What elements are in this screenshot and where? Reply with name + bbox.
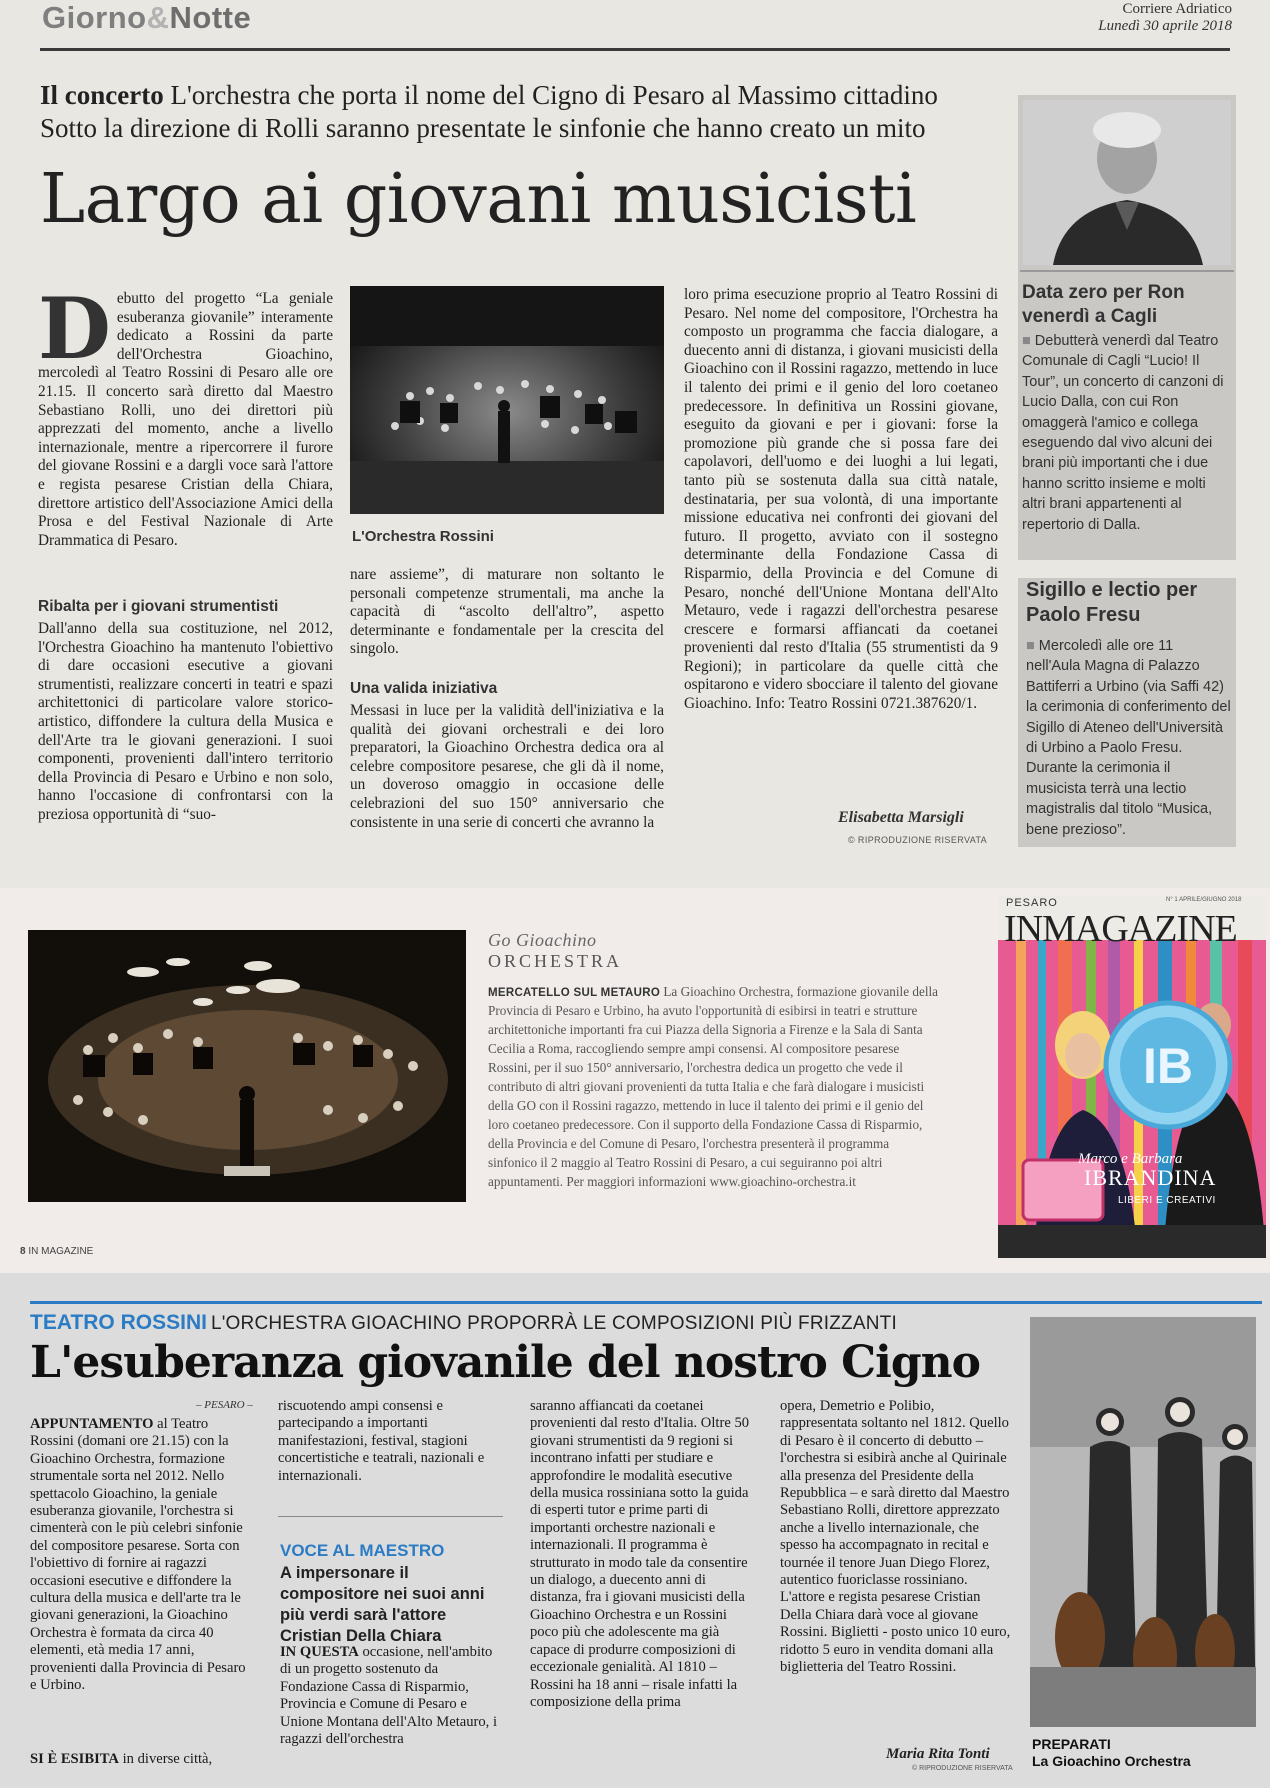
cover-issue: N° 1 APRILE/GIUGNO 2018 [1166, 897, 1242, 903]
orchestra-photo-image [350, 286, 664, 514]
magazine-city: MERCATELLO SUL METAURO [488, 987, 661, 999]
voce-label: VOCE AL MAESTRO [280, 1541, 445, 1560]
col1-text: ebutto del progetto “La geniale esuberanza giovanile” interamente dedicato a Rossini da parte dell'Orchestra Gioachino, mercoledì al Teatro Rossini di Pesaro alle ore 21.15. Il concerto sarà diretto dal Maestro Sebastiano Rolli, uno dei direttori più apprezzati del momento, anche a livello internazionale, mentre a ripercorrere il furore del giovane Rossini e a dargli voce sarà l'attore e regista pesarese Cristian della Chiara, direttore artistico dell'Associazione Amici della Prosa e del Festival Nazionale di Arte Drammatica di Pesaro. [38, 290, 333, 549]
clip-resto-del-carlino [0, 1273, 1270, 1788]
preparati-caption [1032, 1736, 1191, 1770]
go-brand-line1: Go Gioachino [488, 930, 597, 950]
masthead-rule [40, 48, 1230, 51]
col3-2-p2-text: occasione, nell'ambito di un progetto sostenuto da Fondazione Cassa di Risparmio, Provincia e Comune di Pesaro e Unione Montana dell'Alto Metauro, i ragazzi dell'orchestra [280, 1644, 498, 1748]
col3-4: opera, Demetrio e Polibio, rappresentata soltanto nel 1812. Quello di Pesaro è il concerto di debutto – l'orchestra si esibirà anche al Quirinale alla presenza del Presidente della Repubblica – e sarà diretto dal Maestro Sebastiano Rolli, direttore apprezzato anche a livello internazionale, che spesso ha accompagnato in recital e tournée il tenore Juan Diego Florez, autentico fuoriclasse rossiniano. L'attore e regista pesarese Cristian Della Chiara darà voce al giovane Rossini. Biglietti - posto unico 10 euro, ridotto 5 euro in vendita domani alla biglietteria del Teatro Rossini. [780, 1398, 1011, 1676]
col3-2-p2 [280, 1644, 505, 1769]
article-col3: loro prima esecuzione proprio al Teatro Rossini di Pesaro. Nel nome del compositore, l'Orchestra ha composto un programma che faccia dialogare, a duecento anni di distanza, i giovani musicisti della Gioachino con il Rossini ragazzo, mettendo in luce il talento dei primi e il genio del loro coetaneo predecessore. In definitiva un Rossini giovane, eseguito da giovani e per i giovani: forse la promozione più grande che si possa fare dei capolavori, dell'uomo e dei luoghi a lui legati, tanto più se sostenuta dalla sua città natale, destinataria, per sua volontà, di una importante missione educativa nei confronti dei giovani del futuro. Il progetto, avviato con il sostegno determinante della Fondazione Cassa di Risparmio, della Provincia e del Comune di Pesaro, nonché dell'Unione Montana dell'Alto Metauro, vede i ragazzi dell'orchestra pesarese crescere e formarsi affiancati da coetanei provenienti dal resto d'Italia (55 strumentisti da 9 Regioni); in particolare da quelle città che ospitarono e videro sbocciare il talento del giovane Gioachino. Info: Teatro Rossini 0721.387620/1. [684, 286, 998, 713]
magazine-orchestra-image [28, 930, 466, 1202]
footer-label: IN MAGAZINE [28, 1246, 94, 1257]
col3-3: saranno affiancati da coetanei provenienti dal resto d'Italia. Oltre 50 giovani strumentisti da 9 regioni si incontrano infatti per studiare e approfondire le modalità esecutive della musica rossiniana sotto la guida di esperti tutor e prime parti di importanti orchestre nazionali e internazionali. Il programma è strutturato in modo tale da consentire un dialogo, a duecento anni di distanza, fra i giovani musicisti della Gioachino Orchestra e un Rossini poco più che adolescente ma già capace di produrre composizioni di eccezionale genialità. Al 1810 – Rossini ha 18 anni – risale infatti la composizione della prima [530, 1398, 750, 1710]
headline3: L'esuberanza giovanile del nostro Cigno [30, 1337, 980, 1388]
kicker [40, 80, 1000, 111]
caption-line1: PREPARATI [1032, 1736, 1111, 1752]
magazine-cover [998, 895, 1266, 1258]
lead-3: IN QUESTA [280, 1644, 359, 1660]
newspaper-date: Lunedì 30 aprile 2018 [1098, 18, 1232, 34]
cover-tagline: LIBERI E CREATIVI [1118, 1195, 1216, 1206]
headline: Largo ai giovani musicisti [40, 160, 917, 239]
cover-logo: IB [1143, 1038, 1193, 1094]
masthead [42, 0, 251, 36]
drop-cap: D [38, 279, 111, 378]
kicker3-blue: TEATRO ROSSINI [30, 1311, 207, 1334]
side2-text-content: Mercoledì alle ore 11 nell'Aula Magna di Palazzo Battiferri a Urbino (via Saffi 42) la cerimonia di conferimento del Sigillo di Ateneo dell'Università di Urbino a Paolo Fresu. Durante la cerimonia il musicista terrà una lectio magistralis dal titolo “Musica, bene prezioso”. [1026, 638, 1231, 838]
col3-2: riscuotendo ampi consensi e partecipando a importanti manifestazioni, festival, stagioni concertistiche e teatrali, nazionali e internazionali. [278, 1398, 485, 1484]
article-col2-p1: nare assieme”, di maturare non soltanto le personali competenze strumentali, ma anche la capacità di “ascolto dell'altro”, aspetto determinante e fondamentale per la crescita del singolo. [350, 566, 664, 658]
sidebar-gap [1018, 560, 1236, 578]
side1-text-content: Debutterà venerdì dal Teatro Comunale di Cagli “Lucio! Il Tour”, un concerto di canzoni di Lucio Dalla, con cui Ron omaggerà l'amico e collega eseguendo dal vivo alcuni dei brani più importanti che i due hanno scritto insieme e molti altri brani appartenenti al repertorio di Dalla. [1022, 333, 1224, 533]
col2-subhead: Una valida iniziativa [350, 680, 498, 697]
masthead-amp: & [146, 0, 170, 35]
orchestra-photo [350, 286, 664, 514]
article-col1-p2: Dall'anno della sua costituzione, nel 2012, l'Orchestra Gioachino ha mantenuto l'obiettivo di dare occasioni esecutive a giovani strumentisti, realizzare concerti in teatri e spazi architettonici di particolare valore storico-artistico, diffondere la cultura della Musica e dell'Arte tra le giovani generazioni. I suoi componenti, provenienti dall'intero territorio della Provincia di Pesaro e Urbino e non solo, hanno l'occasione di confrontarsi con la preziosa opportunità di “suo- [38, 620, 333, 823]
voce-text: A impersonare il compositore nei suoi anni più verdi sarà l'attore Cristian Della Chiara [280, 1564, 485, 1645]
voce-divider [278, 1516, 503, 1517]
page-number: 8 [20, 1246, 26, 1257]
lead-2: SI È ESIBITA [30, 1751, 119, 1767]
magazine-article [488, 982, 940, 1189]
col3-1-text: al Teatro Rossini (domani ore 21.15) con la Gioachino Orchestra, formazione strumentale sorta nel 2012. Nello spettacolo Gioachino, la geniale esuberanza giovanile, l'orchestra si cimenterà con le più celebri sinfonie del compositore pesarese. Sorta con l'obiettivo di fornire ai ragazzi occasioni esecutive e diffondere la cultura della musica e dell'arte tra le giovani generazioni, la Gioachino Orchestra è formata da circa 40 elementi, età media 17 anni, provenienti dalla Provincia di Pesaro e Urbino. [30, 1416, 246, 1694]
cover-names: Marco e Barbara [1078, 1151, 1183, 1167]
cover-title: INMAGAZINE [1004, 908, 1237, 950]
side2-text [1026, 636, 1231, 840]
cover-brand: IBRANDINA [1084, 1165, 1217, 1190]
photo-caption: L'Orchestra Rossini [352, 528, 494, 545]
kicker3-text: L'ORCHESTRA GIOACHINO PROPORRÀ LE COMPOSIZIONI PIÙ FRIZZANTI [210, 1313, 897, 1334]
caption-line2: La Gioachino Orchestra [1032, 1753, 1191, 1769]
ron-photo-image [1023, 100, 1231, 265]
article-col1-p1 [38, 279, 333, 572]
go-brand-line2: ORCHESTRA [488, 951, 623, 971]
magazine-orchestra-photo [28, 930, 466, 1202]
bullet-icon: ■ [1026, 638, 1035, 654]
side1-text [1022, 331, 1227, 535]
clip-corriere-adriatico [0, 0, 1270, 888]
cover-city: PESARO [1006, 897, 1058, 909]
signature3: Maria Rita Tonti [886, 1746, 990, 1762]
bullet-icon: ■ [1022, 333, 1031, 349]
article-col2-p2: Messasi in luce per la validità dell'iniziativa e la qualità dei giovani orchestrali e dei loro preparatori, la Gioachino Orchestra dedica ora al celebre compositore pesarese, che gli dà il nome, un doveroso omaggio in occasione delle celebrazioni del suo 150° anniversario che consistente in una serie di concerti che avranno la [350, 702, 664, 831]
lead-1: APPUNTAMENTO [30, 1416, 154, 1432]
col3-1 [30, 1416, 255, 1746]
blue-rule [30, 1301, 1262, 1304]
side2-title: Sigillo e lectio per Paolo Fresu [1026, 579, 1198, 626]
ron-photo [1023, 100, 1231, 265]
kicker-label: Il concerto [40, 80, 164, 110]
col1-subhead: Ribalta per i giovani strumentisti [38, 598, 279, 615]
col3-1-end-text: in diverse città, [122, 1751, 213, 1767]
masthead-left: Giorno [42, 0, 147, 35]
dateline: – PESARO – [196, 1399, 253, 1411]
newspaper-info [1098, 1, 1232, 35]
clip-in-magazine [0, 888, 1270, 1273]
kicker-text: L'orchestra che porta il nome del Cigno di Pesaro al Massimo cittadino [170, 80, 938, 110]
magazine-footer [20, 1246, 93, 1257]
side1-title: Data zero per Ron venerdì a Cagli [1022, 282, 1185, 327]
rights: © RIPRODUZIONE RISERVATA [848, 835, 988, 845]
col3-1-end [30, 1751, 255, 1768]
sidebar [1018, 95, 1236, 847]
newspaper-name: Corriere Adriatico [1122, 1, 1232, 17]
rights3: © RIPRODUZIONE RISERVATA [912, 1765, 1013, 1772]
preparati-image [1030, 1317, 1256, 1727]
subtitle: Sotto la direzione di Rolli saranno presentate le sinfonie che hanno creato un mito [40, 113, 926, 143]
sidebar-divider [1020, 270, 1234, 272]
preparati-photo [1030, 1317, 1256, 1727]
kicker3 [30, 1311, 897, 1335]
masthead-right: Notte [169, 0, 252, 35]
signature: Elisabetta Marsigli [838, 809, 964, 826]
magazine-text: La Gioachino Orchestra, formazione giovanile della Provincia di Pesaro e Urbino, ha avuto l'opportunità di esibirsi in teatri e strutture architettoniche importanti fra cui Piazza della Signoria a Firenze e la Sala di Santa Cecilia a Roma, raccogliendo sempre ampi consensi. Al compositore pesarese Rossini, per il suo 150° anniversario, l'orchestra dedica un progetto che vede il contributo di altri giovani provenienti da tutta Italia e che farà dialogare i musicisti della GO con il Rossini ragazzo, mettendo in luce il talento dei primi e il genio del loro coetaneo predecessore. Con il supporto della Fondazione Cassa di Risparmio, della Provincia e del Comune di Pesaro, l'orchestra presenterà il programma sinfonico il 2 maggio al Teatro Rossini di Pesaro, a cui seguiranno poi altri appuntamenti. Per maggiori informazioni www.gioachino-orchestra.it [488, 984, 939, 1189]
